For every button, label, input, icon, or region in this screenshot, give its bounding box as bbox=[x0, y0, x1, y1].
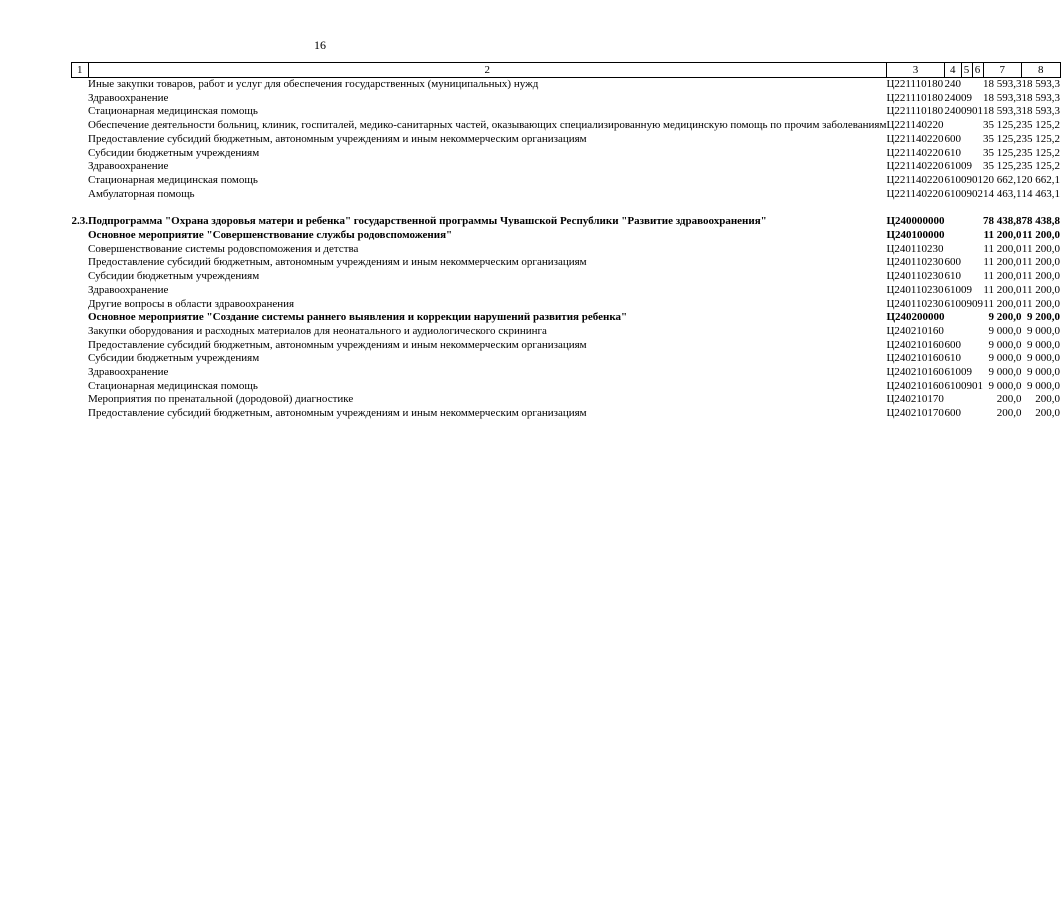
amount-col-7-cell: 20 662,1 bbox=[983, 173, 1022, 186]
section-code-cell bbox=[961, 215, 972, 229]
target-article-code-cell: Ц240210170 bbox=[886, 407, 944, 420]
section-number-cell bbox=[72, 311, 89, 325]
item-name-cell: Здравоохранение bbox=[88, 91, 169, 104]
table-row bbox=[72, 298, 1061, 312]
expense-type-cell: 610 bbox=[944, 270, 961, 283]
expense-type-cell bbox=[945, 393, 962, 407]
section-number-cell bbox=[72, 229, 89, 243]
table-row bbox=[72, 105, 1061, 119]
table-row bbox=[72, 119, 1061, 133]
item-name-cell: Амбулаторная помощь bbox=[88, 187, 195, 200]
amount-col-7-cell: 18 593,3 bbox=[983, 105, 1022, 118]
subsection-code-cell bbox=[972, 339, 983, 353]
table-row bbox=[72, 311, 1061, 325]
item-name-cell: Стационарная медицинская помощь bbox=[88, 379, 258, 392]
header-col-8: 8 bbox=[1022, 63, 1061, 78]
section-code-cell bbox=[961, 229, 972, 243]
section-code-cell bbox=[961, 270, 972, 284]
table-row bbox=[72, 380, 1061, 394]
table-row bbox=[72, 188, 1061, 202]
section-code-cell bbox=[961, 407, 972, 421]
subsection-code-cell: 01 bbox=[972, 173, 983, 186]
expense-type-cell: 600 bbox=[944, 338, 961, 351]
table-row bbox=[72, 147, 1061, 161]
item-name-cell: Предоставление субсидий бюджетным, автономным учреждениям и иным некоммерческим организациям bbox=[88, 407, 587, 420]
item-name-cell: Здравоохранение bbox=[88, 283, 169, 296]
section-number-cell bbox=[72, 298, 89, 312]
section-code-cell: 09 bbox=[961, 160, 972, 173]
subsection-code-cell bbox=[972, 160, 983, 174]
section-number-cell bbox=[72, 380, 89, 394]
item-name-cell: Субсидии бюджетным учреждениям bbox=[88, 270, 260, 283]
target-article-code-cell: Ц221140220 bbox=[886, 119, 944, 132]
item-name-cell: Обеспечение деятельности больниц, клиник, госпиталей, медико-санитарных частей, оказывающих специализированную медицинскую помощь по прочим заболеваниям bbox=[88, 119, 887, 132]
target-article-code-cell: Ц240210160 bbox=[886, 338, 944, 351]
section-number-cell bbox=[72, 105, 89, 119]
table-row bbox=[72, 339, 1061, 353]
amount-col-8-cell: 14 463,1 bbox=[1021, 187, 1060, 200]
expense-type-cell: 610 bbox=[944, 352, 961, 365]
subsection-code-cell bbox=[972, 92, 983, 106]
amount-col-8-cell: 9 000,0 bbox=[1027, 324, 1060, 337]
subsection-code-cell bbox=[972, 243, 983, 257]
target-article-code-cell: Ц240110230 bbox=[886, 270, 944, 283]
subsection-code-cell bbox=[972, 256, 983, 270]
spacer-row bbox=[72, 201, 1061, 215]
table-row bbox=[72, 92, 1061, 106]
header-col-1: 1 bbox=[72, 63, 89, 78]
expense-type-cell bbox=[945, 215, 962, 229]
amount-col-8-cell: 200,0 bbox=[1035, 407, 1060, 420]
subsection-code-cell bbox=[972, 325, 983, 339]
amount-col-8-cell: 20 662,1 bbox=[1021, 173, 1060, 186]
subsection-code-cell bbox=[972, 311, 983, 325]
expense-type-cell: 610 bbox=[944, 146, 961, 159]
section-code-cell bbox=[961, 119, 972, 133]
item-name-cell: Основное мероприятие "Совершенствование службы родовспоможения" bbox=[88, 229, 453, 242]
amount-col-8-cell: 9 000,0 bbox=[1027, 338, 1060, 351]
expense-type-cell bbox=[945, 243, 962, 257]
expense-type-cell bbox=[945, 311, 962, 325]
item-name-cell: Здравоохранение bbox=[88, 160, 169, 173]
table-row bbox=[72, 174, 1061, 188]
target-article-code-cell: Ц240210160 bbox=[886, 379, 944, 392]
target-article-code-cell: Ц221140220 bbox=[886, 146, 944, 159]
section-number-cell bbox=[72, 393, 89, 407]
amount-col-8-cell: 35 125,2 bbox=[1021, 132, 1060, 145]
table-row bbox=[72, 284, 1061, 298]
section-number-cell bbox=[72, 407, 89, 421]
amount-col-7-cell: 9 000,0 bbox=[988, 352, 1022, 365]
target-article-code-cell: Ц240210170 bbox=[886, 393, 944, 406]
amount-col-8-cell: 11 200,0 bbox=[1021, 256, 1060, 269]
subsection-code-cell: 01 bbox=[972, 105, 983, 118]
amount-col-8-cell: 11 200,0 bbox=[1021, 242, 1060, 255]
section-code-cell bbox=[961, 243, 972, 257]
target-article-code-cell: Ц221110180 bbox=[886, 91, 944, 104]
section-code-cell: 09 bbox=[961, 91, 972, 104]
section-number-cell bbox=[72, 174, 89, 188]
section-number-cell bbox=[72, 339, 89, 353]
subsection-code-cell bbox=[972, 133, 983, 147]
section-number-cell bbox=[72, 133, 89, 147]
amount-col-7-cell: 11 200,0 bbox=[983, 283, 1022, 296]
subsection-code-cell bbox=[972, 119, 983, 133]
amount-col-7-cell: 9 200,0 bbox=[988, 311, 1022, 324]
budget-table bbox=[71, 62, 1061, 421]
expense-type-cell: 240 bbox=[944, 91, 961, 104]
amount-col-8-cell: 11 200,0 bbox=[1021, 283, 1060, 296]
table-row bbox=[72, 352, 1061, 366]
section-code-cell bbox=[961, 393, 972, 407]
item-name-cell: Предоставление субсидий бюджетным, автономным учреждениям и иным некоммерческим организациям bbox=[88, 338, 587, 351]
item-name-cell: Совершенствование системы родовспоможения и детства bbox=[88, 242, 359, 255]
amount-col-8-cell: 9 200,0 bbox=[1027, 311, 1060, 324]
header-col-5: 5 bbox=[961, 63, 972, 78]
section-code-cell bbox=[961, 147, 972, 161]
expense-type-cell: 600 bbox=[944, 132, 961, 145]
amount-col-8-cell: 200,0 bbox=[1035, 393, 1060, 406]
expense-type-cell: 610 bbox=[944, 173, 961, 186]
subsection-code-cell: 09 bbox=[972, 297, 983, 310]
amount-col-7-cell: 78 438,8 bbox=[983, 215, 1022, 228]
amount-col-7-cell: 9 000,0 bbox=[988, 366, 1022, 379]
amount-col-8-cell: 35 125,2 bbox=[1021, 146, 1060, 159]
amount-col-7-cell: 9 000,0 bbox=[988, 324, 1022, 337]
section-code-cell: 09 bbox=[961, 297, 972, 310]
item-name-cell: Закупки оборудования и расходных материалов для неонатального и аудиологического скрининга bbox=[88, 324, 547, 337]
header-col-3: 3 bbox=[886, 63, 944, 78]
amount-col-8-cell: 18 593,3 bbox=[1021, 78, 1060, 90]
target-article-code-cell: Ц221140220 bbox=[886, 173, 944, 186]
target-article-code-cell: Ц240100000 bbox=[886, 229, 945, 242]
section-number-cell bbox=[72, 270, 89, 284]
table-row bbox=[72, 229, 1061, 243]
section-number-cell bbox=[72, 160, 89, 174]
target-article-code-cell: Ц240210160 bbox=[886, 366, 944, 379]
item-name-cell: Стационарная медицинская помощь bbox=[88, 173, 258, 186]
item-name-cell: Другие вопросы в области здравоохранения bbox=[88, 297, 295, 310]
section-number-cell bbox=[72, 325, 89, 339]
amount-col-8-cell: 11 200,0 bbox=[1021, 297, 1060, 310]
amount-col-7-cell: 9 000,0 bbox=[988, 379, 1022, 392]
amount-col-7-cell: 9 000,0 bbox=[988, 338, 1022, 351]
item-name-cell: Субсидии бюджетным учреждениям bbox=[88, 146, 260, 159]
expense-type-cell: 610 bbox=[944, 160, 961, 173]
amount-col-8-cell: 18 593,3 bbox=[1021, 105, 1060, 118]
amount-col-7-cell: 200,0 bbox=[996, 407, 1022, 420]
section-code-cell: 09 bbox=[961, 366, 972, 379]
subsection-code-cell bbox=[972, 229, 983, 243]
amount-col-8-cell: 11 200,0 bbox=[1021, 270, 1060, 283]
amount-col-7-cell: 35 125,2 bbox=[983, 132, 1022, 145]
item-name-cell: Мероприятия по пренатальной (дородовой) диагностике bbox=[88, 393, 354, 406]
subsection-code-cell bbox=[972, 352, 983, 366]
expense-type-cell: 240 bbox=[944, 105, 961, 118]
amount-col-7-cell: 11 200,0 bbox=[983, 229, 1022, 242]
section-code-cell: 09 bbox=[961, 379, 972, 392]
section-number-cell bbox=[72, 78, 89, 92]
amount-col-7-cell: 18 593,3 bbox=[983, 78, 1022, 90]
target-article-code-cell: Ц240110230 bbox=[886, 297, 944, 310]
subsection-code-cell: 02 bbox=[972, 187, 983, 200]
target-article-code-cell: Ц221110180 bbox=[886, 105, 944, 118]
subsection-code-cell bbox=[972, 284, 983, 298]
target-article-code-cell: Ц240110230 bbox=[886, 256, 944, 269]
section-code-cell bbox=[961, 325, 972, 339]
table-row bbox=[72, 215, 1061, 229]
amount-col-7-cell: 35 125,2 bbox=[983, 146, 1022, 159]
expense-type-cell bbox=[945, 229, 962, 243]
expense-type-cell: 610 bbox=[944, 283, 961, 296]
subsection-code-cell: 01 bbox=[972, 379, 983, 392]
item-name-cell: Иные закупки товаров, работ и услуг для обеспечения государственных (муниципальных) нужд bbox=[88, 78, 539, 90]
item-name-cell: Субсидии бюджетным учреждениям bbox=[88, 352, 260, 365]
subsection-code-cell bbox=[972, 393, 983, 407]
table-row bbox=[72, 393, 1061, 407]
page-number: 16 bbox=[314, 38, 326, 52]
amount-col-8-cell: 11 200,0 bbox=[1022, 229, 1060, 242]
subsection-code-cell bbox=[972, 270, 983, 284]
section-code-cell bbox=[961, 256, 972, 270]
amount-col-7-cell: 11 200,0 bbox=[983, 256, 1022, 269]
amount-col-7-cell: 35 125,2 bbox=[983, 160, 1022, 173]
subsection-code-cell bbox=[972, 215, 983, 229]
expense-type-cell: 610 bbox=[944, 297, 961, 310]
section-code-cell: 09 bbox=[961, 105, 972, 118]
table-row bbox=[72, 325, 1061, 339]
section-code-cell bbox=[961, 133, 972, 147]
subsection-code-cell bbox=[972, 366, 983, 380]
section-number-cell bbox=[72, 284, 89, 298]
section-code-cell bbox=[961, 339, 972, 353]
amount-col-8-cell: 35 125,2 bbox=[1021, 119, 1060, 132]
expense-type-cell bbox=[945, 119, 962, 133]
amount-col-8-cell: 9 000,0 bbox=[1027, 379, 1060, 392]
amount-col-7-cell: 35 125,2 bbox=[983, 119, 1022, 132]
section-number-cell bbox=[72, 188, 89, 202]
section-code-cell: 09 bbox=[961, 283, 972, 296]
header-col-7: 7 bbox=[983, 63, 1022, 78]
amount-col-8-cell: 18 593,3 bbox=[1021, 91, 1060, 104]
amount-col-8-cell: 9 000,0 bbox=[1027, 352, 1060, 365]
subsection-code-cell bbox=[972, 147, 983, 161]
amount-col-8-cell: 78 438,8 bbox=[1021, 215, 1060, 228]
expense-type-cell: 610 bbox=[944, 366, 961, 379]
table-row bbox=[72, 407, 1061, 421]
table-row bbox=[72, 78, 1061, 92]
subsection-code-cell bbox=[972, 407, 983, 421]
section-number-cell bbox=[72, 243, 89, 257]
item-name-cell: Подпрограмма "Охрана здоровья матери и ребенка" государственной программы Чувашской Республики "Развитие здравоохранения" bbox=[88, 215, 767, 228]
section-code-cell bbox=[961, 311, 972, 325]
amount-col-7-cell: 14 463,1 bbox=[983, 187, 1022, 200]
section-code-cell bbox=[961, 78, 972, 92]
amount-col-7-cell: 200,0 bbox=[996, 393, 1022, 406]
section-code-cell: 09 bbox=[961, 187, 972, 200]
subsection-code-cell bbox=[972, 78, 983, 92]
header-col-2: 2 bbox=[88, 63, 886, 78]
table-row bbox=[72, 160, 1061, 174]
item-name-cell: Предоставление субсидий бюджетным, автономным учреждениям и иным некоммерческим организациям bbox=[88, 256, 587, 269]
section-number-cell bbox=[72, 119, 89, 133]
section-number-cell: 2.3. bbox=[71, 215, 88, 228]
table-header-row bbox=[72, 63, 1061, 78]
table-row bbox=[72, 366, 1061, 380]
expense-type-cell: 600 bbox=[944, 407, 961, 420]
target-article-code-cell: Ц240210160 bbox=[886, 324, 944, 337]
expense-type-cell: 240 bbox=[944, 78, 961, 90]
section-number-cell bbox=[72, 256, 89, 270]
amount-col-7-cell: 18 593,3 bbox=[983, 91, 1022, 104]
section-code-cell bbox=[961, 352, 972, 366]
header-col-4: 4 bbox=[945, 63, 962, 78]
section-number-cell bbox=[72, 147, 89, 161]
target-article-code-cell: Ц240110230 bbox=[886, 242, 944, 255]
amount-col-8-cell: 35 125,2 bbox=[1021, 160, 1060, 173]
table-row bbox=[72, 256, 1061, 270]
spacer-cell bbox=[72, 201, 1061, 215]
section-number-cell bbox=[72, 92, 89, 106]
target-article-code-cell: Ц240210160 bbox=[886, 352, 944, 365]
section-number-cell bbox=[72, 366, 89, 380]
item-name-cell: Стационарная медицинская помощь bbox=[88, 105, 258, 118]
table-row bbox=[72, 243, 1061, 257]
target-article-code-cell: Ц221110180 bbox=[886, 78, 944, 90]
expense-type-cell bbox=[945, 325, 962, 339]
expense-type-cell: 600 bbox=[944, 256, 961, 269]
section-code-cell: 09 bbox=[961, 173, 972, 186]
expense-type-cell: 610 bbox=[944, 379, 961, 392]
item-name-cell: Здравоохранение bbox=[88, 366, 169, 379]
item-name-cell: Основное мероприятие "Создание системы раннего выявления и коррекции нарушений развития ребенка" bbox=[88, 311, 628, 324]
target-article-code-cell: Ц240110230 bbox=[886, 283, 944, 296]
table-row bbox=[72, 270, 1061, 284]
amount-col-7-cell: 11 200,0 bbox=[983, 297, 1022, 310]
item-name-cell: Предоставление субсидий бюджетным, автономным учреждениям и иным некоммерческим организациям bbox=[88, 132, 587, 145]
expense-type-cell: 610 bbox=[944, 187, 961, 200]
table-row bbox=[72, 133, 1061, 147]
target-article-code-cell: Ц240000000 bbox=[886, 215, 945, 228]
target-article-code-cell: Ц221140220 bbox=[886, 160, 944, 173]
target-article-code-cell: Ц221140220 bbox=[886, 132, 944, 145]
amount-col-8-cell: 9 000,0 bbox=[1027, 366, 1060, 379]
table-body bbox=[72, 78, 1061, 421]
amount-col-7-cell: 11 200,0 bbox=[983, 270, 1022, 283]
header-col-6: 6 bbox=[972, 63, 983, 78]
amount-col-7-cell: 11 200,0 bbox=[983, 242, 1022, 255]
section-number-cell bbox=[72, 352, 89, 366]
target-article-code-cell: Ц240200000 bbox=[886, 311, 945, 324]
target-article-code-cell: Ц221140220 bbox=[886, 187, 944, 200]
